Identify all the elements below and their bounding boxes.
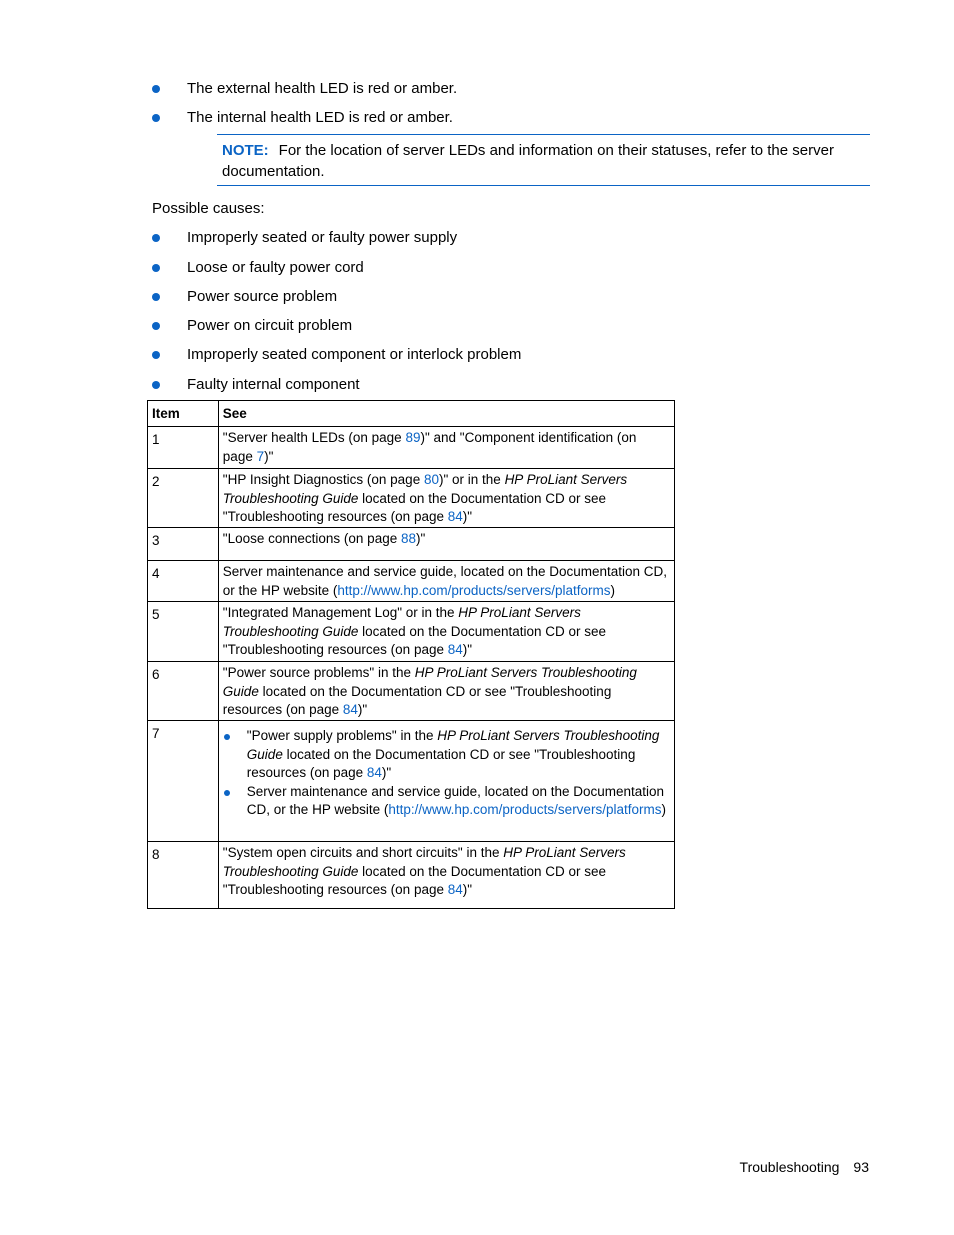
list-item: "Power supply problems" in the HP ProLiant Servers Troubleshooting Guide located on the Documentation CD or see "Troubleshooting resources (on page 84)" [223, 727, 670, 783]
page-footer [740, 1159, 869, 1175]
table-row: 1 "Server health LEDs (on page 89)" and "Component identification (on page 7)" [148, 427, 675, 469]
page-link[interactable]: 89 [405, 430, 421, 445]
table-header-row [148, 401, 675, 427]
note-label: NOTE: [222, 142, 269, 159]
table-row: 8 "System open circuits and short circuits" in the HP ProLiant Servers Troubleshooting Guide located on the Documentation CD or see "Troubleshooting resources (on page 84)" [148, 842, 675, 909]
note-text: NOTE: For the location of server LEDs and information on their statuses, refer to the server documentation. [222, 142, 834, 180]
bullet-icon [152, 264, 160, 272]
list-item: Server maintenance and service guide, located on the Documentation CD, or the HP website (http://www.hp.com/products/servers/platforms) [223, 783, 670, 820]
bullet-icon [152, 351, 160, 359]
bullet-icon [152, 85, 160, 93]
reference-table [147, 400, 675, 909]
bullet-icon [152, 381, 160, 389]
bullet-icon [152, 114, 160, 122]
causes-intro: Possible causes: [152, 200, 265, 217]
bullet-icon [224, 734, 230, 740]
table-row: 2 "HP Insight Diagnostics (on page 80)" or in the HP ProLiant Servers Troubleshooting Guide located on the Documentation CD or see "Troubleshooting resources (on page 84)" [148, 469, 675, 528]
table-row: 3 "Loose connections (on page 88)" [148, 528, 675, 561]
page-link[interactable]: 84 [447, 509, 463, 525]
table-row: 5 "Integrated Management Log" or in the HP ProLiant Servers Troubleshooting Guide located on the Documentation CD or see "Troubleshooting resources (on page 84)" [148, 602, 675, 662]
bullet-icon [152, 322, 160, 330]
list-item: Faulty internal component [152, 376, 852, 396]
footer-section: Troubleshooting [739, 1159, 840, 1175]
page-link[interactable]: 84 [447, 642, 463, 658]
list-item: Loose or faulty power cord [152, 259, 852, 279]
list-item: Power source problem [152, 288, 852, 308]
table-row: 6 "Power source problems" in the HP ProLiant Servers Troubleshooting Guide located on the Documentation CD or see "Troubleshooting resources (on page 84)" [148, 662, 675, 721]
list-item: Improperly seated or faulty power supply [152, 229, 852, 249]
header-see: See [218, 401, 674, 427]
list-item: The internal health LED is red or amber. [152, 109, 852, 129]
page-link[interactable]: 84 [447, 882, 463, 898]
page-link[interactable]: 84 [366, 765, 382, 781]
page-number: 93 [853, 1159, 869, 1175]
page-link[interactable]: 7 [256, 448, 265, 464]
bullet-icon [152, 234, 160, 242]
page-link[interactable]: 84 [342, 702, 358, 718]
page-link[interactable]: 88 [400, 531, 416, 546]
note-box [217, 134, 870, 186]
hp-website-link[interactable]: http://www.hp.com/products/servers/platforms [388, 802, 662, 818]
list-item: Power on circuit problem [152, 317, 852, 337]
bullet-icon [152, 293, 160, 301]
list-item: Improperly seated component or interlock problem [152, 346, 852, 366]
page-link[interactable]: 80 [423, 472, 439, 487]
hp-website-link[interactable]: http://www.hp.com/products/servers/platforms [337, 582, 611, 598]
table-row: 4 Server maintenance and service guide, located on the Documentation CD, or the HP website (http://www.hp.com/products/servers/platforms) [148, 561, 675, 602]
header-item: Item [148, 401, 219, 427]
list-item: The external health LED is red or amber. [152, 80, 852, 100]
inner-list [223, 727, 670, 820]
bullet-icon [224, 790, 230, 796]
table-row: 7 "Power supply problems" in the HP ProLiant Servers Troubleshooting Guide located on the Documentation CD or see "Troubleshooting resources (on page 84)" Server maintenance and service guide, located on the Documentation CD, or the HP website (http://www.hp.com/products/servers/platforms) [148, 721, 675, 842]
